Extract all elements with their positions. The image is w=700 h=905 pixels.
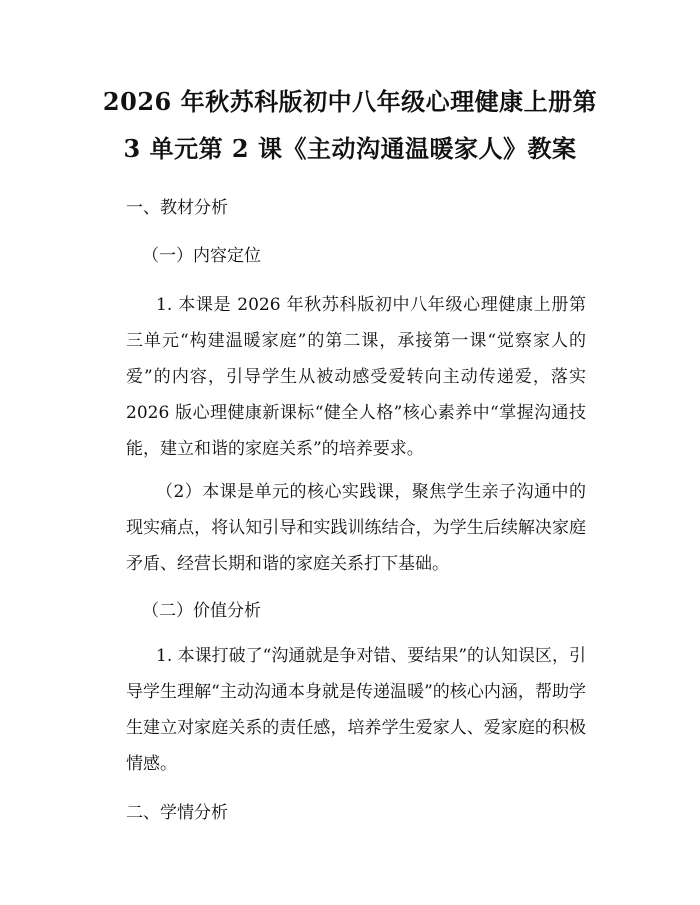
subsection-heading-content-positioning: （一）内容定位 (142, 246, 261, 266)
subsection-heading-value-analysis: （二）价值分析 (142, 601, 261, 621)
document-title-line-2: 3 单元第 2 课《主动沟通温暖家人》教案 (123, 134, 577, 163)
paragraph-value-analysis-1: 1. 本课打破了“沟通就是争对错、要结果”的认知误区，引导学生理解“主动沟通本身就是传递温暖”的核心内涵，帮助学生建立对家庭关系的责任感，培养学生爱家人、爱家庭的积极情感。 (126, 646, 587, 774)
paragraph-content-positioning-1: 1. 本课是 2026 年秋苏科版初中八年级心理健康上册第三单元“构建温暖家庭”的第二课，承接第一课“觉察家人的爱”的内容，引导学生从被动感受爱转向主动传递爱，落实 2026 版心理健康新课标“健全人格”核心素养中“掌握沟通技能，建立和谐的家庭关系”的培养要求。 (126, 295, 586, 459)
section-heading-student-analysis: 二、学情分析 (126, 803, 228, 823)
document-title-line-1: 2026 年秋苏科版初中八年级心理健康上册第 (102, 87, 598, 116)
section-heading-textbook-analysis: 一、教材分析 (126, 198, 228, 218)
paragraph-content-positioning-2: （2）本课是单元的核心实践课，聚焦学生亲子沟通中的现实痛点，将认知引导和实践训练结合，为学生后续解决家庭矛盾、经营长期和谐的家庭关系打下基础。 (126, 482, 586, 574)
